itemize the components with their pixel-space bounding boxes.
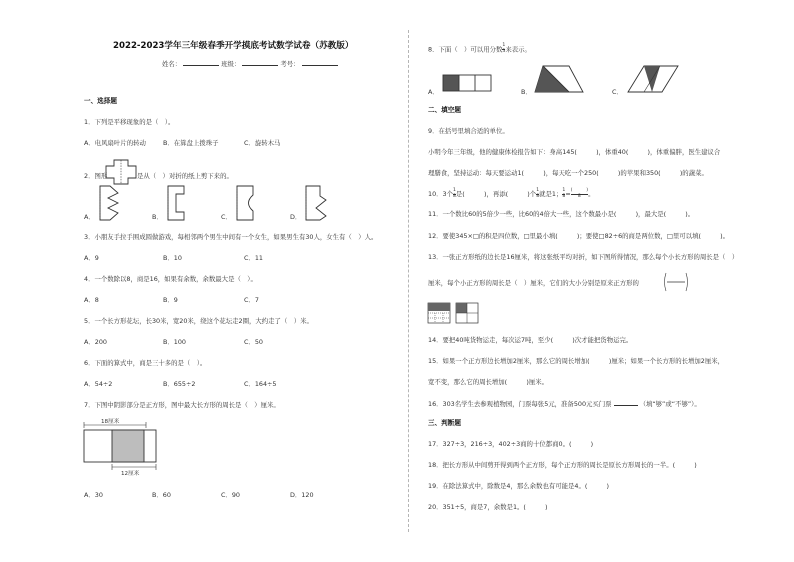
q13-figure-quarters [456, 303, 480, 325]
q10-fraction-3-numerator: 1 [562, 187, 566, 193]
q8-option-c[interactable]: C． [612, 88, 623, 96]
q2-option-d[interactable]: D． [290, 213, 302, 221]
q13-answer-fraction-blanks [663, 272, 689, 292]
q2-option-b[interactable]: B． [152, 213, 163, 221]
q2-option-a[interactable]: A． [84, 213, 95, 221]
q1-option-c[interactable]: C．旋转木马 [244, 139, 281, 147]
q13-figure-halves [428, 303, 452, 325]
q2-option-c-shape [235, 186, 257, 220]
q10-part-b: 是( )，再添( )个 [455, 190, 537, 198]
q2-option-c[interactable]: C． [221, 213, 232, 221]
q2-stem-pre: 2．图形 [84, 172, 108, 180]
q3-option-c[interactable]: C．11 [244, 254, 263, 262]
class-label: 班级： [221, 60, 241, 68]
number-label: 考号： [280, 60, 300, 68]
q10-stem [428, 188, 594, 200]
q8-option-a-figure [443, 75, 491, 93]
q4-stem: 4．一个数除以8，商是16，如果有余数，余数最大是（ ）。 [84, 275, 257, 283]
q3-option-a[interactable]: A．9 [84, 254, 99, 262]
q4-option-b[interactable]: B．9 [163, 296, 178, 304]
q1-option-b[interactable]: B．在算盘上拨珠子 [163, 139, 219, 147]
q8-option-c-figure [628, 66, 680, 94]
q16-stem [428, 399, 701, 408]
student-info-line [162, 59, 340, 68]
q15-line-2: 宽不变，那么它的周长增加( )厘米。 [428, 378, 549, 386]
q13-line-1: 13．一张正方形纸的边长是16厘米，将这张纸平均对折，如下图所得情况，那么每个小长方形的周长是（ ） [428, 253, 739, 261]
q2-option-a-shape [98, 186, 120, 220]
q8-fraction-numerator: 1 [502, 43, 506, 48]
column-divider [408, 30, 409, 532]
q10-fraction-2-denominator: 8 [536, 193, 540, 199]
q10-answer-fraction [571, 189, 588, 200]
q7-stem: 7．下图中阴影部分是正方形，图中最大长方形的周长是（ ）厘米。 [84, 401, 280, 409]
class-field[interactable] [242, 59, 278, 66]
q16-stem-pre: 16．303名学生去参观植物园，门票每张5元，准备500元买门票 [428, 400, 612, 408]
q10-answer-blank[interactable]: ( ) [570, 187, 589, 193]
name-field[interactable] [183, 59, 219, 66]
q18-stem: 18．把长方形从中间剪开得到两个正方形，每个正方形的周长是原长方形周长的一半。( ) [428, 461, 697, 469]
q16-answer-field[interactable] [614, 399, 638, 406]
q2-figure-cross [106, 160, 136, 184]
q1-stem: 1．下列是平移现象的是（ ）。 [84, 118, 175, 126]
q7-option-b[interactable]: B．60 [152, 491, 171, 499]
q7-top-dimension: 18厘米 [101, 419, 120, 425]
q9-line-2: 理膳食，坚持运动：每天要运动1( )，每天吃一个250( )的苹果和350( )的蔬菜。 [428, 169, 708, 177]
q3-option-b[interactable]: B．10 [163, 254, 182, 262]
q8-stem-pre: 8．下面（ ）可以用分数 [428, 45, 503, 54]
q10-part-a: 10．3个 [428, 190, 453, 198]
exam-title: 2022-2023学年三年级春季开学摸底考试数学试卷（苏教版） [113, 41, 354, 51]
q7-figure [84, 416, 164, 478]
q12-stem: 12．要使345×□的积是四位数，□里最小填( )；要使□82÷6的商是两位数，□里可以填( )。 [428, 232, 730, 240]
q5-option-b[interactable]: B．100 [163, 338, 186, 346]
q6-stem: 6．下面的算式中，商是三十多的是（ ）。 [84, 359, 207, 367]
q10-fraction-1-denominator: 8 [452, 193, 456, 199]
q7-bottom-dimension: 12厘米 [121, 471, 140, 477]
q8-stem-post: 来表示。 [505, 45, 531, 54]
q4-option-a[interactable]: A．8 [84, 296, 99, 304]
q5-option-a[interactable]: A．200 [84, 338, 107, 346]
q6-option-b[interactable]: B．655÷2 [163, 380, 196, 388]
q13-line-2: 厘米，每个小正方形的周长是（ ）厘米，它们的大小分别是原来正方形的 [428, 279, 639, 287]
q20-stem: 20．351÷5，商是7，余数是1。( ) [428, 503, 548, 511]
q2-option-d-shape [304, 186, 328, 220]
q9-line-1: 小明今年三年级，他的健康体检报告如下：身高145( )，体重40( )，体重偏胖，医生建议合 [428, 148, 721, 156]
q8-option-a[interactable]: A． [428, 88, 439, 96]
q1-option-a[interactable]: A．电风扇叶片的转动 [84, 139, 146, 147]
section-judge: 三、判断题 [428, 419, 461, 427]
q19-stem: 19．在除法算式中，除数是4，那么余数也有可能是4。( ) [428, 482, 610, 490]
q8-option-b-figure [535, 66, 585, 94]
q15-line-1: 15．如果一个正方形边长增加2厘米，那么它的周长增加( )厘米；如果一个长方形的长增加2厘米， [428, 357, 725, 365]
q14-stem: 14．要把40吨货物运走，每次运7吨，至少( )次才能把货物运完。 [428, 336, 633, 344]
q10-part-c: 就是1； [539, 190, 563, 198]
q8-fraction-denominator: 3 [502, 48, 506, 54]
q4-option-c[interactable]: C．7 [244, 296, 259, 304]
section-fill: 二、填空题 [428, 106, 461, 114]
q6-option-a[interactable]: A．54÷2 [84, 380, 113, 388]
q10-part-f: 。 [588, 190, 595, 198]
q11-stem: 11．一个数比60的5倍少一些，比60的4倍大一些，这个数最小是( )，最大是( )。 [428, 210, 695, 218]
q2-option-b-shape [166, 186, 188, 220]
q5-stem: 5．一个长方形花坛，长30米，宽20米，绕这个花坛走2圈，大约走了（ ）米。 [84, 317, 313, 325]
q10-part-d: = [565, 190, 571, 198]
q7-option-d[interactable]: D．120 [290, 491, 314, 499]
q7-option-c[interactable]: C．90 [221, 491, 240, 499]
q8-stem [428, 44, 531, 55]
section-choice: 一、选择题 [84, 97, 117, 105]
q10-answer-denominator: 8 [577, 193, 581, 199]
q10-fraction-1-numerator: 1 [452, 187, 456, 193]
q16-stem-post: （填“够”或“不够”）。 [639, 400, 701, 408]
q3-stem: 3．小朋友手拉手围成圆做游戏，每相邻两个男生中间有一个女生，如果男生有30人，女生有（ ）人。 [84, 233, 378, 241]
q6-option-c[interactable]: C．164÷5 [244, 380, 277, 388]
q10-fraction-2-numerator: 1 [536, 187, 540, 193]
name-label: 姓名： [162, 60, 182, 68]
q7-option-a[interactable]: A．30 [84, 491, 103, 499]
q5-option-c[interactable]: C．50 [244, 338, 263, 346]
q2-stem-post: 是从（ ）对折的纸上剪下来的。 [137, 172, 233, 180]
q9-stem: 9．在括号里填合适的单位。 [428, 127, 509, 135]
number-field[interactable] [302, 59, 338, 66]
q17-stem: 17．327÷3，216÷3，402÷3商的十位都商0。( ) [428, 440, 594, 448]
q8-option-b[interactable]: B． [521, 88, 532, 96]
q10-fraction-3-denominator: 8 [562, 193, 566, 199]
